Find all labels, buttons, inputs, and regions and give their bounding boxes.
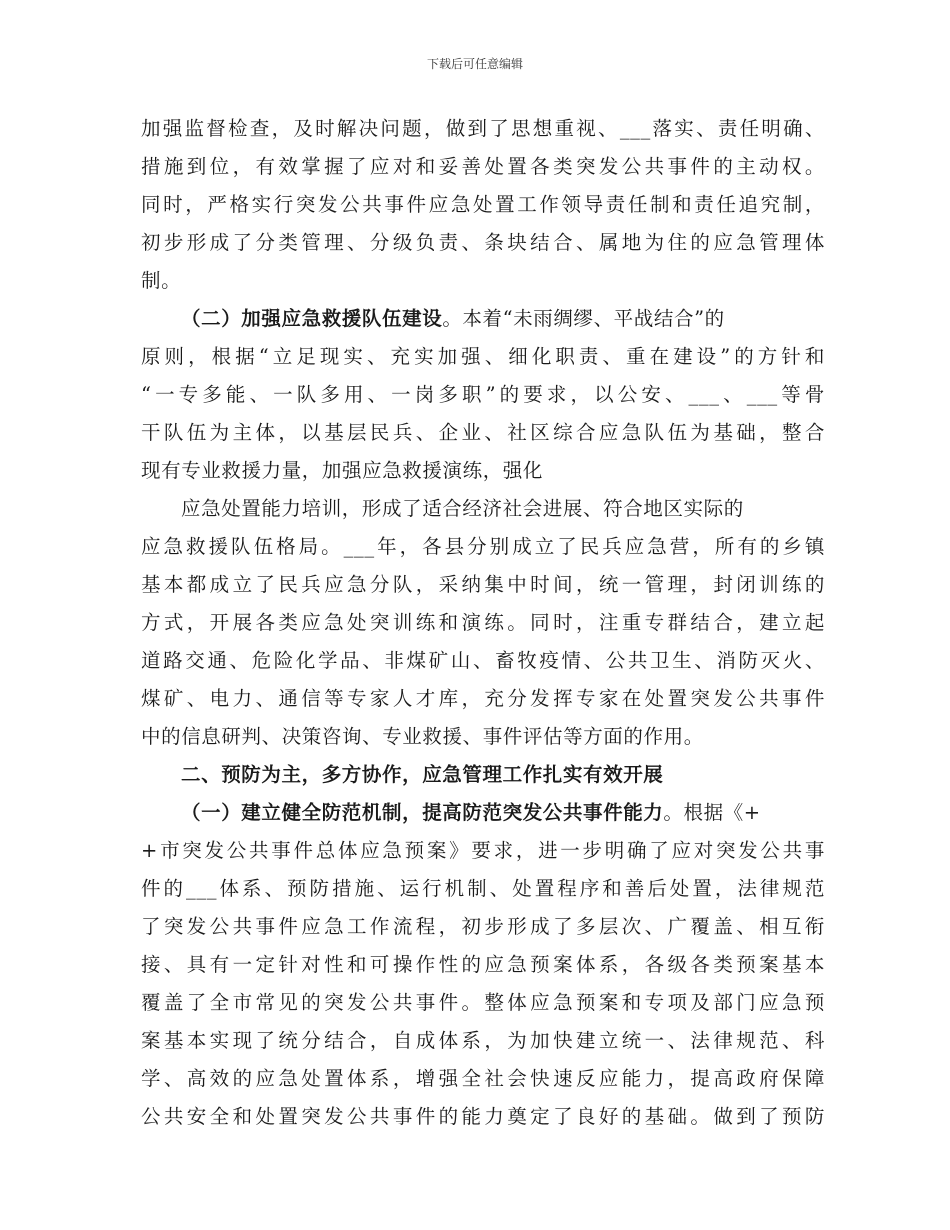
text-line: 件的___体系、预防措施、运行机制、处置程序和善后处置，法律规范 (141, 877, 825, 900)
text-line: 应急救援队伍格局。___年，各县分别成立了民兵应急营，所有的乡镇 (141, 535, 825, 558)
text-line: 加强监督检查，及时解决问题，做到了思想重视、___落实、责任明确、 (141, 117, 825, 140)
section-heading: （二）加强应急救援队伍建设 (181, 307, 443, 330)
text-line: 现有专业救援力量，加强应急救援演练，强化 (141, 459, 544, 482)
text-line: 制。 (141, 269, 182, 292)
text-line: 初步形成了分类管理、分级负责、条块结合、属地为住的应急管理体 (141, 231, 825, 254)
text-line: 案基本实现了统分结合，自成体系，为加快建立统一、法律规范、科 (141, 1029, 825, 1052)
paragraph-text: 。根据《+ (663, 801, 761, 824)
text-line: 中的信息研判、决策咨询、专业救援、事件评估等方面的作用。 (141, 725, 704, 748)
text-line: 公共安全和处置突发公共事件的能力奠定了良好的基础。做到了预防 (141, 1105, 825, 1128)
text-line: 干队伍为主体，以基层民兵、企业、社区综合应急队伍为基础，整合 (141, 421, 825, 444)
chapter-heading: 二、预防为主，多方协作，应急管理工作扎实有效开展 (181, 763, 664, 786)
text-line: 学、高效的应急处置体系，增强全社会快速反应能力，提高政府保障 (141, 1067, 825, 1090)
text-line: 煤矿、电力、通信等专家人才库，充分发挥专家在处置突发公共事件 (141, 687, 825, 710)
paragraph-text: 。本着“未雨绸缪、平战结合”的 (442, 307, 725, 330)
text-line: 同时，严格实行突发公共事件应急处置工作领导责任制和责任追究制， (141, 193, 825, 216)
text-line: 了突发公共事件应急工作流程，初步形成了多层次、广覆盖、相互衔 (141, 915, 825, 938)
text-line: 原则，根据“立足现实、充实加强、细化职责、重在建设”的方针和 (141, 345, 825, 368)
page-header: 下载后可任意编辑 (426, 57, 523, 71)
section-heading: （一）建立健全防范机制，提高防范突发公共事件能力 (181, 801, 664, 824)
text-line: +市突发公共事件总体应急预案》要求，进一步明确了应对突发公共事 (141, 839, 825, 862)
text-line: “一专多能、一队多用、一岗多职”的要求，以公安、___、___等骨 (141, 383, 825, 406)
section-heading-line (141, 794, 825, 832)
text-line: 方式，开展各类应急处突训练和演练。同时，注重专群结合，建立起 (141, 611, 825, 634)
text-line: 应急处置能力培训，形成了适合经济社会进展、符合地区实际的 (181, 497, 744, 520)
text-line: 道路交通、危险化学品、非煤矿山、畜牧疫情、公共卫生、消防灭火、 (141, 649, 825, 672)
text-line: 措施到位，有效掌握了应对和妥善处置各类突发公共事件的主动权。 (141, 155, 825, 178)
document-body (141, 110, 825, 1136)
text-line: 覆盖了全市常见的突发公共事件。整体应急预案和专项及部门应急预 (141, 991, 825, 1014)
section-heading-line (141, 300, 825, 338)
text-line: 接、具有一定针对性和可操作性的应急预案体系，各级各类预案基本 (141, 953, 825, 976)
text-line: 基本都成立了民兵应急分队，采纳集中时间，统一管理，封闭训练的 (141, 573, 825, 596)
